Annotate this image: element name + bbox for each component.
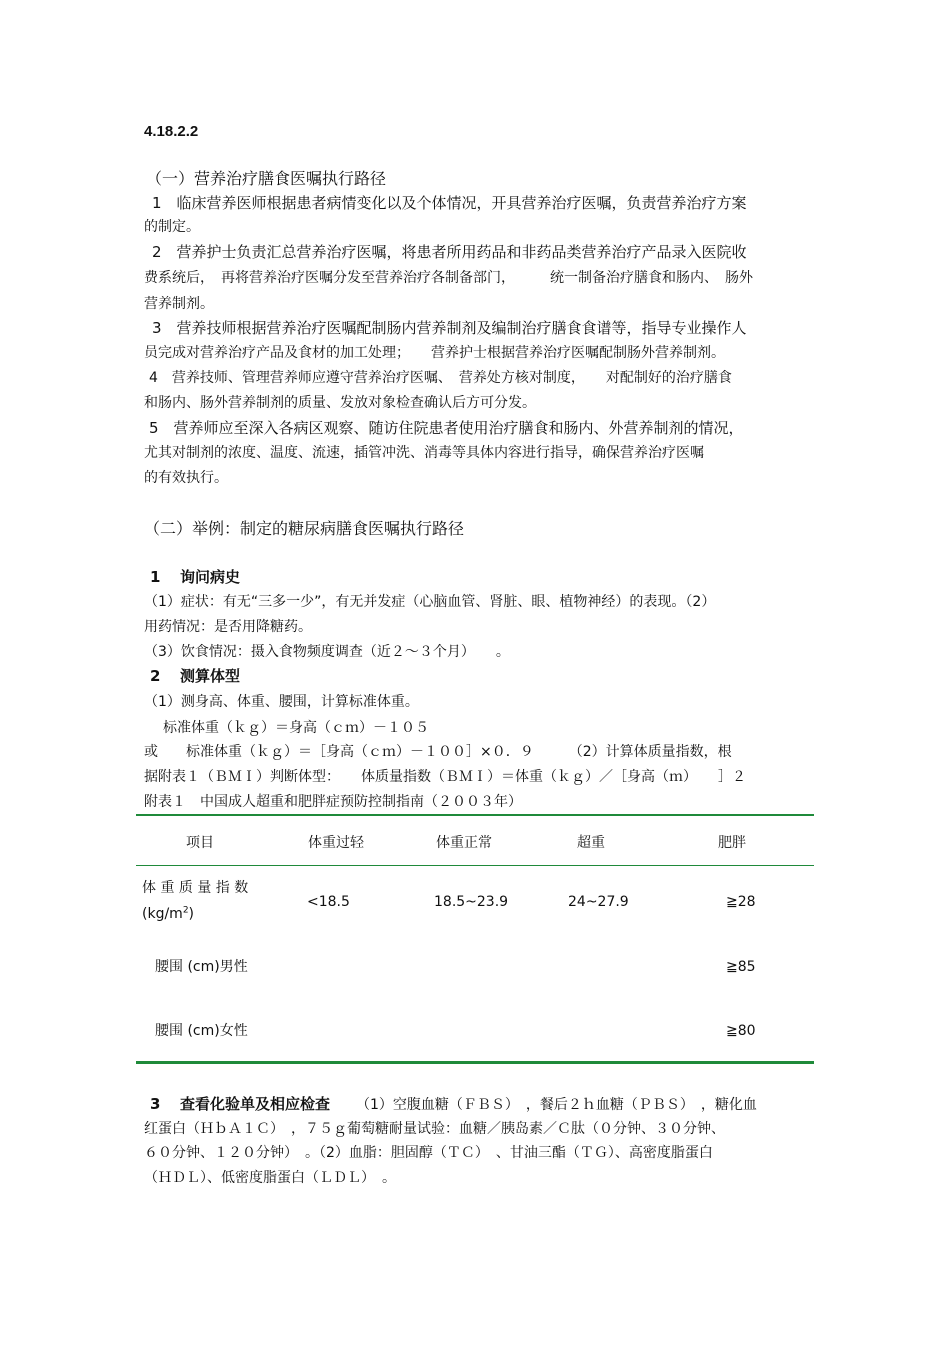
table-row-label: 腰围 (cm)男性 <box>155 959 248 975</box>
table-header: 超重 <box>577 835 605 851</box>
step3-line: 红蛋白（ＨｂＡ１Ｃ） ，７５ｇ葡萄糖耐量试验：血糖／胰岛素／Ｃ肽（０分钟、３０分钟、 <box>144 1121 725 1137</box>
table-cell: <18.5 <box>307 894 350 910</box>
table-cell: ≧80 <box>726 1023 756 1039</box>
table-header-rule <box>136 865 814 866</box>
table-cell: 24~27.9 <box>568 894 629 910</box>
table-caption: 附表１ 中国成人超重和肥胖症预防控制指南（２００３年） <box>144 794 522 810</box>
step3-line: （ＨＤＬ）、低密度脂蛋白（ＬＤＬ） 。 <box>144 1170 396 1186</box>
step3-number: 3 <box>150 1095 161 1113</box>
step1-number: 1 <box>150 568 161 586</box>
part1-line: 2 营养护士负责汇总营养治疗医嘱，将患者所用药品和非药品类营养治疗产品录入医院收 <box>152 243 747 261</box>
part1-line: 的制定。 <box>144 219 200 235</box>
step3-title: 查看化验单及相应检查 <box>180 1095 331 1113</box>
part1-line: 4 营养技师、管理营养师应遵守营养治疗医嘱、 营养处方核对制度， 对配制好的治疗膳食 <box>149 370 732 386</box>
part1-line: 3 营养技师根据营养治疗医嘱配制肠内营养制剂及编制治疗膳食食谱等，指导专业操作人 <box>152 319 747 337</box>
table-cell: ≧85 <box>726 959 756 975</box>
step2-line: 或 标准体重（ｋｇ）＝［身高（ｃｍ）－１００］×０．９ （2）计算体质量指数，根 <box>144 744 732 760</box>
step2-line: 标准体重（ｋｇ）＝身高（ｃｍ）－１０５ <box>163 720 429 736</box>
table-header: 体重正常 <box>436 835 492 851</box>
step3-line: ６０分钟、１２０分钟） 。（2）血脂：胆固醇（ＴＣ） 、甘油三酯（ＴＧ）、高密度脂蛋白 <box>144 1145 713 1161</box>
table-row-label: 体 重 质 量 指 数 <box>142 880 249 896</box>
table-header: 肥胖 <box>718 835 746 851</box>
part2-title: （二）举例：制定的糖尿病膳食医嘱执行路径 <box>144 519 465 538</box>
section-number: 4.18.2.2 <box>144 123 199 140</box>
table-bottom-rule <box>136 1061 814 1064</box>
table-cell: ≧28 <box>726 894 756 910</box>
table-top-rule <box>136 814 814 816</box>
part1-line: 的有效执行。 <box>144 470 228 486</box>
part1-line: 5 营养师应至深入各病区观察、随访住院患者使用治疗膳食和肠内、外营养制剂的情况， <box>149 419 744 437</box>
part1-line: 费系统后， 再将营养治疗医嘱分发至营养治疗各制备部门， 统一制备治疗膳食和肠内、 肠外 <box>144 270 753 286</box>
step2-line: （1）测身高、体重、腰围，计算标准体重。 <box>144 694 419 710</box>
table-header: 体重过轻 <box>308 835 364 851</box>
step2-number: 2 <box>150 667 161 685</box>
part1-line: 和肠内、肠外营养制剂的质量、发放对象检查确认后方可分发。 <box>144 395 536 411</box>
step1-line: 用药情况：是否用降糖药。 <box>144 619 312 635</box>
table-cell: 18.5~23.9 <box>434 894 509 910</box>
part1-line: 尤其对制剂的浓度、温度、流速，插管冲洗、消毒等具体内容进行指导，确保营养治疗医嘱 <box>144 445 704 461</box>
part1-line: 1 临床营养医师根据患者病情变化以及个体情况，开具营养治疗医嘱，负责营养治疗方案 <box>152 194 747 212</box>
table-header: 项目 <box>186 835 214 851</box>
part1-line: 员完成对营养治疗产品及食材的加工处理； 营养护士根据营养治疗医嘱配制肠外营养制剂。 <box>144 345 725 361</box>
step1-title: 询问病史 <box>180 568 241 586</box>
step3-line: （1）空腹血糖（ＦＢＳ） ，餐后２ｈ血糖（ＰＢＳ） ，糖化血 <box>356 1097 757 1113</box>
part1-line: 营养制剂。 <box>144 296 214 312</box>
step1-line: （3）饮食情况：摄入食物频度调查（近２～３个月） 。 <box>144 644 510 660</box>
table-row-label: 腰围 (cm)女性 <box>155 1023 248 1039</box>
step2-line: 据附表１（ＢＭＩ）判断体型： 体质量指数（ＢＭＩ）＝体重（ｋｇ）／［身高（ｍ） ］２ <box>144 769 746 785</box>
part1-title: （一）营养治疗膳食医嘱执行路径 <box>146 169 387 188</box>
step1-line: （1）症状：有无“三多一少”，有无并发症（心脑血管、肾脏、眼、植物神经）的表现。（2） <box>144 594 716 610</box>
step2-title: 测算体型 <box>180 667 241 685</box>
table-row-label-unit: $(kg/m^2)$ <box>142 905 195 922</box>
